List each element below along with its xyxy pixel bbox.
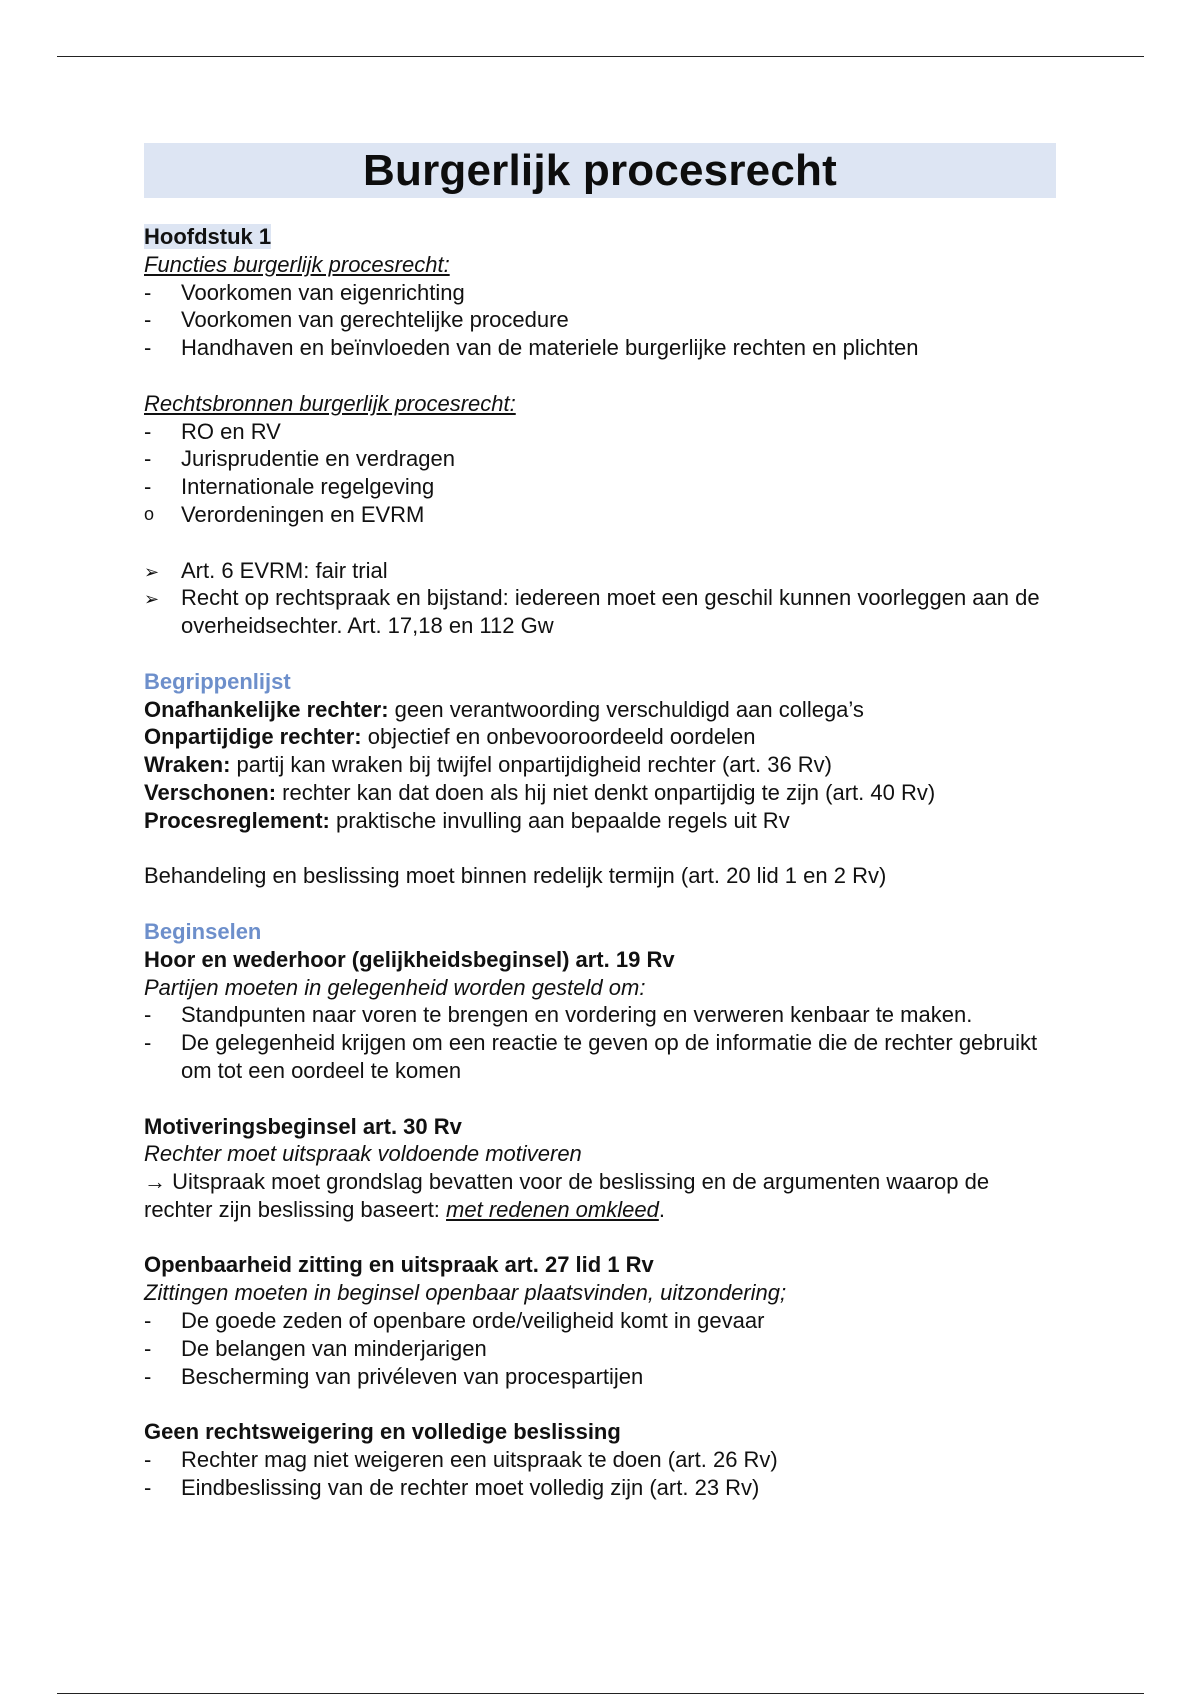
motivering-emphasis: met redenen omkleed (446, 1196, 659, 1222)
dash-bullet (144, 1474, 174, 1502)
dash-bullet (144, 306, 174, 334)
document-body (144, 143, 1056, 1502)
list-item: - Eindbeslissing van de rechter moet volledig zijn (art. 23 Rv) (144, 1474, 1056, 1502)
weigering-title: Geen rechtsweigering en volledige beslissing (144, 1419, 621, 1445)
list-item: - RO en RV (144, 418, 1056, 446)
dash-bullet (144, 418, 174, 446)
functies-list (144, 279, 1056, 362)
circle-bullet-icon (144, 501, 174, 529)
arrow-list (144, 557, 1056, 640)
chapter-heading: Hoofdstuk 1 (144, 224, 272, 249)
dash-bullet (144, 473, 174, 501)
hoor-title: Hoor en wederhoor (gelijkheidsbeginsel) art. 19 Rv (144, 946, 675, 972)
list-item: ➢ Art. 6 EVRM: fair trial (144, 557, 1056, 585)
list-item: - De gelegenheid krijgen om een reactie te geven op de informatie die de rechter gebruikt om tot een oordeel te komen (144, 1029, 1056, 1085)
top-rule (57, 56, 1144, 57)
begrippen-heading: Begrippenlijst (144, 668, 291, 694)
list-item: ➢ Recht op rechtspraak en bijstand: iedereen moet een geschil kunnen voorleggen aan de overheidsechter. Art. 17,18 en 112 Gw (144, 584, 1056, 640)
list-item: - Standpunten naar voren te brengen en vordering en verweren kenbaar te maken. (144, 1001, 1056, 1029)
openbaarheid-list (144, 1307, 1056, 1390)
list-item: - Rechter mag niet weigeren een uitspraak te doen (art. 26 Rv) (144, 1446, 1056, 1474)
term-row: Onpartijdige rechter: objectief en onbevooroordeeld oordelen (144, 724, 756, 750)
hoor-subtitle: Partijen moeten in gelegenheid worden gesteld om: (144, 974, 646, 1000)
term-row: Wraken: partij kan wraken bij twijfel onpartijdigheid rechter (art. 36 Rv) (144, 752, 833, 778)
dash-bullet (144, 1363, 174, 1391)
list-item: - Handhaven en beïnvloeden van de materiele burgerlijke rechten en plichten (144, 334, 1056, 362)
term-row: Procesreglement: praktische invulling aan bepaalde regels uit Rv (144, 807, 790, 833)
motivering-title: Motiveringsbeginsel art. 30 Rv (144, 1113, 462, 1139)
arrow-bullet-icon (144, 557, 174, 587)
list-item: - De goede zeden of openbare orde/veiligheid komt in gevaar (144, 1307, 1056, 1335)
dash-bullet (144, 334, 174, 362)
arrow-bullet-icon (144, 584, 174, 614)
beginselen-heading: Beginselen (144, 918, 262, 944)
dash-bullet (144, 1307, 174, 1335)
bronnen-list (144, 418, 1056, 529)
list-item: - Bescherming van privéleven van procespartijen (144, 1363, 1056, 1391)
dash-bullet (144, 1029, 174, 1057)
list-item: - Internationale regelgeving (144, 473, 1056, 501)
motivering-text: → Uitspraak moet grondslag bevatten voor de beslissing en de argumenten waarop de rechter zijn beslissing baseert: met redenen omkleed. (144, 1169, 990, 1222)
openbaarheid-title: Openbaarheid zitting en uitspraak art. 27 lid 1 Rv (144, 1252, 654, 1278)
list-item: o Verordeningen en EVRM (144, 501, 1056, 529)
list-item: - Voorkomen van gerechtelijke procedure (144, 306, 1056, 334)
list-item: - Voorkomen van eigenrichting (144, 279, 1056, 307)
list-item: - Jurisprudentie en verdragen (144, 445, 1056, 473)
term-row: Verschonen: rechter kan dat doen als hij niet denkt onpartijdig te zijn (art. 40 Rv) (144, 779, 936, 805)
dash-bullet (144, 1001, 174, 1029)
title-banner (144, 143, 1056, 198)
termijn-note: Behandeling en beslissing moet binnen redelijk termijn (art. 20 lid 1 en 2 Rv) (144, 863, 887, 889)
bottom-rule (57, 1693, 1144, 1694)
weigering-list (144, 1446, 1056, 1502)
dash-bullet (144, 279, 174, 307)
term-row: Onafhankelijke rechter: geen verantwoording verschuldigd aan collega’s (144, 696, 864, 722)
openbaarheid-subtitle: Zittingen moeten in beginsel openbaar plaatsvinden, uitzondering; (144, 1280, 787, 1306)
dash-bullet (144, 1446, 174, 1474)
dash-bullet (144, 1335, 174, 1363)
motivering-subtitle: Rechter moet uitspraak voldoende motiveren (144, 1141, 582, 1167)
dash-bullet (144, 445, 174, 473)
page-title: Burgerlijk procesrecht (363, 145, 837, 195)
list-item: - De belangen van minderjarigen (144, 1335, 1056, 1363)
functies-heading: Functies burgerlijk procesrecht: (144, 251, 450, 277)
hoor-list (144, 1001, 1056, 1084)
bronnen-heading: Rechtsbronnen burgerlijk procesrecht: (144, 390, 516, 416)
